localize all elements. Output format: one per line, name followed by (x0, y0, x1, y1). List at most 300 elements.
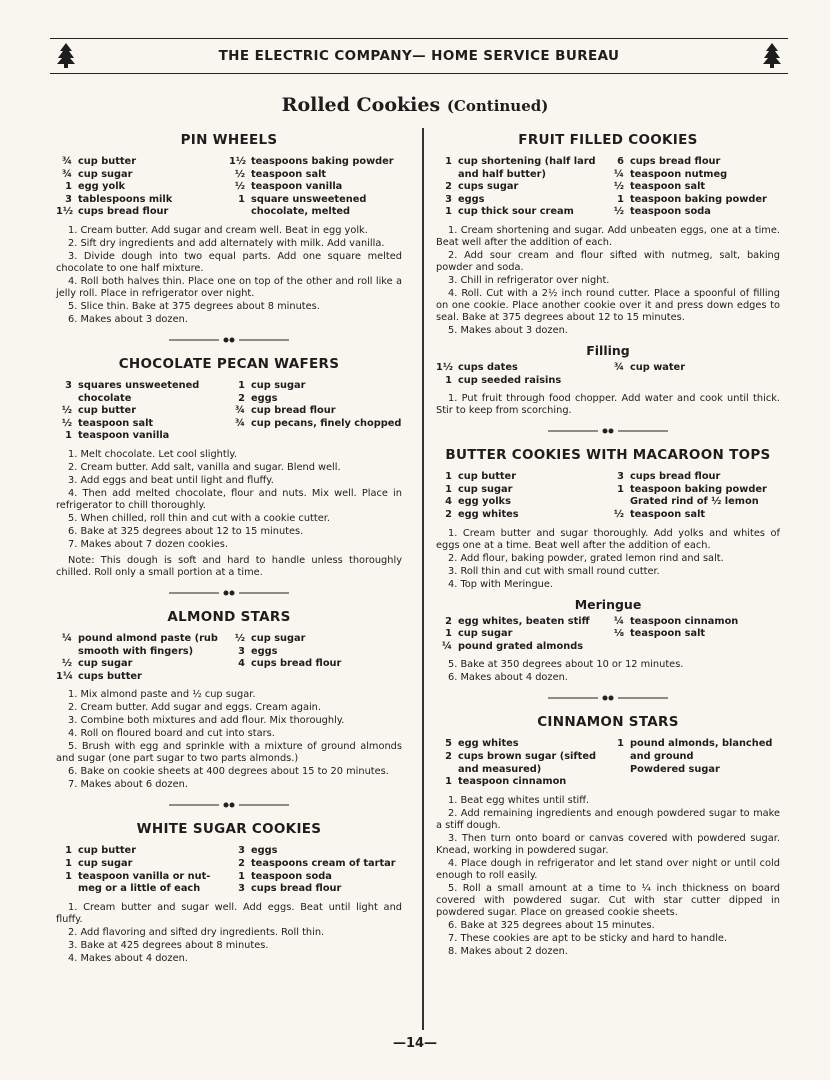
instruction-step: 1. Mix almond paste and ½ cup sugar. (68, 689, 256, 701)
instruction-step: 1. Melt chocolate. Let cool slightly. (68, 448, 237, 460)
ingredient-qty: 1½ (436, 361, 453, 373)
ingredient-item (436, 194, 608, 207)
ingredient-column (56, 380, 229, 443)
ingredient-text: eggs (251, 845, 278, 857)
instruction-step: 6. Bake at 325 degrees about 15 minutes. (448, 919, 655, 931)
ingredient-item (229, 393, 402, 406)
ingredient-list (436, 616, 780, 654)
ingredient-text: cup seeded raisins (458, 374, 562, 386)
ingredient-qty: ¾ (234, 417, 245, 429)
ingredient-text: cups bread flour (251, 658, 342, 670)
ingredient-text: chocolate (78, 392, 132, 404)
ingredient-qty: ¾ (61, 168, 72, 180)
ingredient-item (56, 871, 229, 884)
ingredient-text: teaspoon soda (630, 206, 711, 218)
ingredient-item (56, 156, 229, 169)
ingredient-item (229, 658, 402, 671)
instruction-step: 4. Roll. Cut with a 2½ inch round cutter. Place a spoonful of filling on one cookie. Place another cookie over it and press down edges to seal. Bake at 375 degrees about 12 to 15 minutes. (436, 287, 780, 323)
ingredient-item (608, 362, 780, 375)
ingredient-text: tablespoons milk (78, 193, 173, 205)
instruction-step: 3. Divide dough into two equal parts. Add one square melted chocolate to one half mixture. (56, 250, 402, 274)
ingredient-text: pound grated almonds (458, 640, 584, 652)
ingredient-qty (608, 764, 630, 777)
ingredient-item (56, 194, 229, 207)
ingredient-text: cup sugar (458, 483, 513, 495)
ingredient-list (56, 380, 402, 443)
ingredient-qty: 2 (238, 392, 245, 404)
ingredient-qty: 1 (617, 483, 624, 495)
instruction-step: 3. Roll thin and cut with small round cutter. (448, 565, 660, 577)
recipe-title: FRUIT FILLED COOKIES (518, 132, 698, 148)
ingredient-text: squares unsweetened (78, 379, 200, 391)
ingredient-column (436, 738, 608, 788)
ingredient-item (56, 858, 229, 871)
ingredient-column (56, 633, 229, 683)
ingredient-qty: 1 (617, 193, 624, 205)
ingredient-item (229, 646, 402, 659)
ingredient-item (436, 616, 608, 629)
ingredient-text: eggs (251, 645, 278, 657)
ingredient-list (436, 471, 780, 521)
instruction-step: 1. Cream butter. Add sugar and cream well. Beat in egg yolk. (68, 224, 368, 236)
ingredient-text: eggs (458, 193, 485, 205)
ornament-divider (436, 694, 780, 704)
ingredient-qty: 1 (65, 870, 72, 882)
ingredient-qty: 5 (445, 738, 452, 750)
instruction-step: 1. Cream shortening and sugar. Add unbeaten eggs, one at a time. Beat well after the addition of each. (436, 224, 780, 248)
ingredient-text: egg whites, beaten stiff (458, 615, 590, 627)
ingredient-item (229, 380, 402, 393)
ingredient-item (229, 181, 402, 194)
recipe-note (56, 555, 402, 579)
ingredient-qty: 1½ (229, 156, 246, 167)
instruction-step: 7. Makes about 6 dozen. (68, 779, 188, 791)
ingredient-qty: 1 (445, 156, 452, 167)
ingredient-column (608, 362, 780, 387)
ingredient-column (436, 362, 608, 387)
instruction-step: 5. Bake at 350 degrees about 10 or 12 minutes. (448, 659, 684, 671)
instructions (436, 659, 780, 684)
ingredient-item (608, 496, 780, 509)
instructions (56, 449, 402, 551)
recipe (56, 132, 402, 326)
ornament-divider (56, 801, 402, 811)
ingredient-qty (608, 496, 630, 509)
ingredient-text: cups brown sugar (sifted (458, 750, 596, 762)
ingredient-item (608, 628, 780, 641)
ingredient-qty: 3 (238, 883, 245, 895)
ingredient-item (229, 156, 402, 169)
ingredient-item (56, 633, 229, 646)
instruction-step: 4. Makes about 4 dozen. (68, 952, 188, 964)
recipe-title: WHITE SUGAR COOKIES (136, 821, 322, 838)
ingredient-qty (56, 883, 78, 896)
instructions (56, 225, 402, 326)
ingredient-text: cups bread flour (630, 156, 721, 167)
ingredient-item (229, 405, 402, 418)
ingredient-qty: 2 (445, 750, 452, 762)
ingredient-item (229, 845, 402, 858)
ingredient-column (608, 471, 780, 521)
ingredient-item (229, 858, 402, 871)
ingredient-qty: 3 (238, 845, 245, 857)
ingredient-item (436, 751, 608, 764)
ingredient-text: smooth with fingers) (78, 645, 194, 657)
recipe (436, 447, 780, 684)
ingredient-item (436, 181, 608, 194)
ingredient-list (56, 633, 402, 683)
ingredient-item (608, 738, 780, 751)
ingredient-item (436, 362, 608, 375)
ingredient-column (608, 616, 780, 654)
ingredient-item (56, 181, 229, 194)
ingredient-qty: ½ (61, 405, 72, 417)
ingredient-text: cup thick sour cream (458, 206, 574, 218)
instruction-step: 7. These cookies are apt to be sticky and hard to handle. (448, 932, 728, 944)
ingredient-text: cup butter (458, 471, 517, 483)
ingredient-item (56, 658, 229, 671)
ingredient-item (436, 496, 608, 509)
ingredient-text: chocolate, melted (251, 206, 351, 218)
ingredient-list (56, 845, 402, 895)
instruction-step: 3. Combine both mixtures and add flour. Mix thoroughly. (68, 715, 345, 727)
ingredient-item (436, 206, 608, 219)
recipe (56, 356, 402, 579)
ingredient-item (229, 169, 402, 182)
page-title-sub: (Continued) (446, 97, 549, 115)
instruction-step: 5. Makes about 3 dozen. (448, 324, 568, 336)
ingredient-qty: ½ (613, 508, 624, 520)
instruction-step: 2. Add flour, baking powder, grated lemon rind and salt. (448, 552, 724, 564)
ingredient-qty: 6 (617, 156, 624, 167)
ingredient-text: teaspoon vanilla or nut- (78, 870, 211, 882)
ingredient-text: pound almonds, blanched (630, 738, 773, 750)
ingredient-item (56, 418, 229, 431)
ingredient-column (56, 845, 229, 895)
sub-recipe-title: Filling (586, 342, 630, 358)
note-text: Note: This dough is soft and hard to handle unless thoroughly chilled. Roll only a small portion at a time. (56, 554, 402, 578)
instruction-step: 4. Top with Meringue. (448, 578, 554, 590)
instruction-step: 7. Makes about 7 dozen cookies. (68, 538, 228, 550)
ingredient-qty: ½ (234, 181, 245, 193)
ingredient-text: cup sugar (458, 628, 513, 640)
recipe (56, 609, 402, 791)
ingredient-qty: 1 (445, 483, 452, 495)
ingredient-text: cup bread flour (251, 405, 336, 417)
ingredient-qty: 1 (65, 430, 72, 442)
ingredient-qty: 1 (238, 870, 245, 882)
ingredient-item (436, 776, 608, 789)
ingredient-text: teaspoon salt (630, 181, 706, 193)
ingredient-text: teaspoon nutmeg (630, 168, 728, 180)
instruction-step: 3. Chill in refrigerator over night. (448, 274, 610, 286)
ingredient-qty: ¾ (234, 405, 245, 417)
instruction-step: 6. Bake at 325 degrees about 12 to 15 minutes. (68, 525, 304, 537)
ingredient-qty: 1 (445, 628, 452, 640)
recipe-title: CHOCOLATE PECAN WAFERS (118, 355, 340, 372)
ingredient-qty: ¼ (613, 615, 624, 627)
ingredient-qty: 3 (617, 471, 624, 483)
ingredient-qty: 1¼ (56, 670, 73, 682)
ingredient-qty: 1 (238, 193, 245, 205)
ingredient-column (229, 380, 402, 443)
ingredient-qty (608, 751, 630, 764)
ingredient-qty: ¼ (61, 632, 72, 644)
ingredient-text: teaspoons cream of tartar (251, 857, 396, 869)
tree-icon (56, 42, 76, 68)
ingredient-item (56, 883, 229, 896)
instruction-step: 2. Sift dry ingredients and add alternately with milk. Add vanilla. (68, 237, 385, 249)
ingredient-column (229, 156, 402, 219)
ingredient-text: cups butter (78, 670, 142, 682)
ingredient-qty: 2 (445, 615, 452, 627)
ingredient-item (436, 156, 608, 169)
ingredient-item (229, 194, 402, 207)
ingredient-text: cup butter (78, 156, 137, 167)
ingredient-text: teaspoon salt (630, 508, 706, 520)
ingredient-list (436, 362, 780, 387)
ingredient-item (608, 206, 780, 219)
ingredient-item (436, 738, 608, 751)
ingredient-qty: 1 (65, 181, 72, 193)
recipe (436, 714, 780, 957)
instruction-step: 1. Cream butter and sugar well. Add eggs. Beat until light and fluffy. (56, 901, 402, 925)
ingredient-item (608, 616, 780, 629)
ingredient-text: cup shortening (half lard (458, 156, 596, 167)
ingredient-text: cups bread flour (251, 883, 342, 895)
ingredient-qty: ¾ (61, 156, 72, 167)
ingredient-text: teaspoon salt (630, 628, 706, 640)
ingredient-text: cup water (630, 361, 686, 373)
ingredient-item (229, 883, 402, 896)
recipe (436, 132, 780, 417)
ingredient-text: egg yolk (78, 181, 126, 193)
ingredient-item (436, 471, 608, 484)
ingredient-column (608, 738, 780, 788)
ingredient-qty: ½ (234, 168, 245, 180)
ingredient-qty: ½ (234, 632, 245, 644)
ingredient-qty: 2 (445, 181, 452, 193)
ingredient-qty: ¾ (613, 361, 624, 373)
ingredient-text: cup sugar (78, 658, 133, 670)
page-title (0, 94, 830, 116)
column-divider (422, 128, 424, 1030)
ingredient-list (436, 738, 780, 788)
ingredient-text: teaspoon baking powder (630, 193, 767, 205)
instruction-step: 4. Roll on floured board and cut into stars. (68, 728, 275, 740)
ingredient-text: and half butter) (458, 168, 546, 180)
ingredient-list (436, 156, 780, 219)
ingredient-qty: ½ (613, 206, 624, 218)
ingredient-item (608, 194, 780, 207)
ingredient-qty: 1 (617, 738, 624, 750)
ingredient-text: teaspoon salt (251, 168, 327, 180)
instructions (56, 689, 402, 791)
ingredient-text: cups bread flour (630, 471, 721, 483)
recipe (56, 821, 402, 964)
instruction-step: 3. Add eggs and beat until light and fluffy. (68, 474, 274, 486)
ingredient-text: cup butter (78, 845, 137, 857)
ingredient-text: square unsweetened (251, 193, 367, 205)
ingredient-qty: ¼ (441, 640, 452, 652)
ingredient-item (229, 871, 402, 884)
ingredient-list (56, 156, 402, 219)
ornament-divider (436, 427, 780, 437)
recipe-title: ALMOND STARS (167, 608, 291, 625)
ingredient-qty: 3 (65, 379, 72, 391)
ingredient-item (608, 471, 780, 484)
ingredient-column (436, 616, 608, 654)
ingredient-qty: 3 (445, 193, 452, 205)
ingredient-item (608, 751, 780, 764)
right-column (436, 126, 780, 959)
ingredient-qty (436, 169, 458, 182)
sub-recipe-title: Meringue (574, 596, 642, 612)
ingredient-text: Grated rind of ½ lemon (630, 496, 759, 508)
ingredient-item (608, 764, 780, 777)
instructions (436, 225, 780, 337)
ingredient-qty: 1 (445, 471, 452, 483)
instruction-step: 5. Slice thin. Bake at 375 degrees about 8 minutes. (68, 300, 320, 312)
page-number: —14— (392, 1036, 438, 1051)
ingredient-text: eggs (251, 392, 278, 404)
ingredient-item (436, 375, 608, 388)
ingredient-text: cups bread flour (78, 206, 169, 218)
ingredient-qty: 1 (238, 379, 245, 391)
ingredient-text: cup sugar (78, 857, 133, 869)
ingredient-text: cup sugar (251, 632, 306, 644)
ingredient-item (56, 671, 229, 684)
instruction-step: 6. Makes about 3 dozen. (68, 313, 188, 325)
ingredient-item (436, 509, 608, 522)
ingredient-qty: 1 (445, 374, 452, 386)
instruction-step: 1. Beat egg whites until stiff. (448, 794, 590, 806)
ingredient-text: teaspoon cinnamon (630, 615, 739, 627)
ingredient-text: pound almond paste (rub (78, 632, 218, 644)
ingredient-item (608, 509, 780, 522)
ingredient-item (608, 181, 780, 194)
ingredient-qty: ½ (61, 658, 72, 670)
ingredient-item (56, 405, 229, 418)
ingredient-column (229, 845, 402, 895)
instruction-step: 1. Put fruit through food chopper. Add water and cook until thick. Stir to keep from scorching. (436, 393, 780, 417)
instructions (436, 393, 780, 417)
ingredient-qty: 1 (65, 845, 72, 857)
ingredient-item (56, 393, 229, 406)
tree-icon (762, 42, 782, 68)
ingredient-item (56, 206, 229, 219)
recipe-title: PIN WHEELS (180, 132, 278, 148)
instruction-step: 2. Add flavoring and sifted dry ingredients. Roll thin. (68, 926, 325, 938)
ingredient-qty: 1 (445, 206, 452, 218)
ingredient-text: cup sugar (78, 168, 133, 180)
ingredient-qty (56, 393, 78, 406)
page-title-main: Rolled Cookies (281, 94, 441, 116)
ingredient-qty: 2 (238, 857, 245, 869)
ingredient-qty: 3 (238, 645, 245, 657)
ingredient-item (56, 380, 229, 393)
ingredient-item (436, 628, 608, 641)
ingredient-text: cup butter (78, 405, 137, 417)
ingredient-item (436, 641, 608, 654)
ingredient-item (229, 633, 402, 646)
ingredient-text: teaspoon cinnamon (458, 776, 567, 788)
ingredient-text: cup pecans, finely chopped (251, 417, 402, 429)
instruction-step: 4. Roll both halves thin. Place one on top of the other and roll like a jelly roll. Place in refrigerator over night. (56, 275, 402, 299)
ingredient-text: teaspoons baking powder (251, 156, 394, 167)
ingredient-text: egg yolks (458, 496, 511, 508)
instruction-step: 6. Bake on cookie sheets at 400 degrees about 15 to 20 minutes. (68, 766, 389, 778)
ingredient-item (56, 845, 229, 858)
ingredient-text: and ground (630, 750, 694, 762)
ingredient-item (608, 484, 780, 497)
instruction-step: 5. Brush with egg and sprinkle with a mixture of ground almonds and sugar (one part sugar to two parts almonds.) (56, 741, 402, 765)
instruction-step: 8. Makes about 2 dozen. (448, 945, 568, 957)
ingredient-text: teaspoon salt (78, 417, 154, 429)
ingredient-qty: 3 (65, 193, 72, 205)
instruction-step: 2. Add sour cream and flour sifted with nutmeg, salt, baking powder and soda. (436, 249, 780, 273)
ingredient-text: Powdered sugar (630, 763, 720, 775)
instruction-step: 3. Then turn onto board or canvas covered with powdered sugar. Knead, working in powdered sugar. (436, 832, 780, 856)
page-header (50, 38, 788, 74)
ingredient-text: teaspoon soda (251, 870, 332, 882)
header-title: THE ELECTRIC COMPANY— HOME SERVICE BUREAU (218, 48, 620, 64)
ingredient-item (608, 169, 780, 182)
ingredient-qty: ½ (613, 181, 624, 193)
ingredient-qty: 2 (445, 508, 452, 520)
recipe-title: BUTTER COOKIES WITH MACAROON TOPS (445, 447, 771, 464)
ingredient-item (56, 169, 229, 182)
ingredient-text: cup sugar (251, 379, 306, 391)
ingredient-qty: ¼ (613, 168, 624, 180)
instruction-step: 1. Cream butter and sugar thoroughly. Add yolks and whites of eggs one at a time. Beat well after the addition of each. (436, 527, 780, 551)
ingredient-qty: 1 (65, 857, 72, 869)
ornament-divider (56, 589, 402, 599)
ingredient-item (608, 156, 780, 169)
left-column (56, 126, 402, 966)
instruction-step: 2. Cream butter. Add sugar and eggs. Cream again. (68, 702, 322, 714)
recipe-title: CINNAMON STARS (537, 714, 679, 731)
instruction-step: 2. Add remaining ingredients and enough powdered sugar to make a stiff dough. (436, 807, 780, 831)
instruction-step: 3. Bake at 425 degrees about 8 minutes. (68, 939, 269, 951)
ingredient-item (56, 646, 229, 659)
ornament-divider (56, 336, 402, 346)
ingredient-qty: 1½ (56, 206, 73, 218)
ingredient-column (436, 156, 608, 219)
ingredient-text: egg whites (458, 508, 519, 520)
ingredient-column (56, 156, 229, 219)
ingredient-text: meg or a little of each (78, 883, 201, 895)
ingredient-qty (436, 764, 458, 777)
ingredient-qty: ⅛ (613, 628, 624, 640)
instruction-step: 4. Place dough in refrigerator and let stand over night or until cold enough to roll easily. (436, 857, 780, 881)
ingredient-text: egg whites (458, 738, 519, 750)
instruction-step: 4. Then add melted chocolate, flour and nuts. Mix well. Place in refrigerator to chill thoroughly. (56, 487, 402, 511)
ingredient-text: teaspoon baking powder (630, 483, 767, 495)
instruction-step: 6. Makes about 4 dozen. (448, 672, 568, 684)
ingredient-column (229, 633, 402, 683)
ingredient-qty (56, 646, 78, 659)
instruction-step: 2. Cream butter. Add salt, vanilla and sugar. Blend well. (68, 461, 341, 473)
ingredient-text: teaspoon vanilla (251, 181, 343, 193)
ingredient-item (436, 764, 608, 777)
ingredient-column (608, 156, 780, 219)
ingredient-text: and measured) (458, 763, 542, 775)
instruction-step: 5. Roll a small amount at a time to ¼ inch thickness on board covered with powdered sugar. Cut with star cutter dipped in powdered sugar. Place on greased cookie sheets. (436, 882, 780, 918)
ingredient-item (56, 430, 229, 443)
ingredient-text: cups sugar (458, 181, 519, 193)
ingredient-qty: 1 (445, 776, 452, 788)
